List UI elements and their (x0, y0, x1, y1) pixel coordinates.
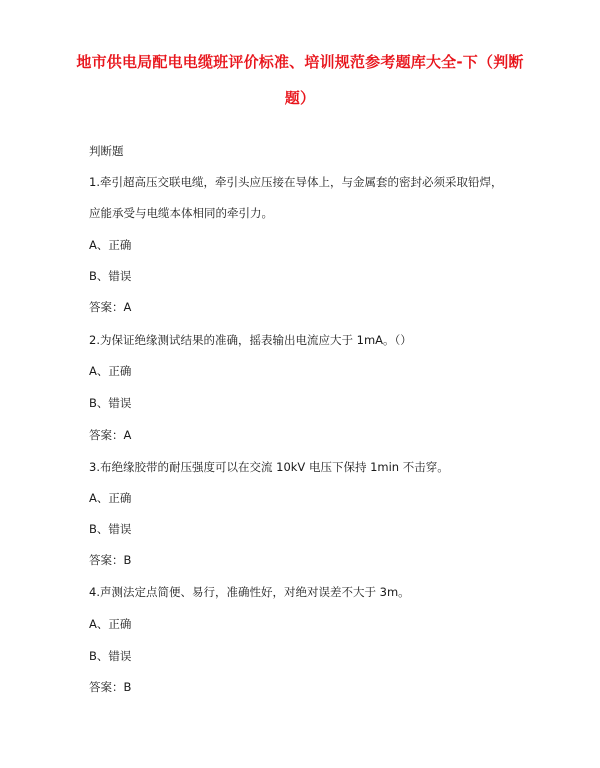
question-2-answer: 答案：A (89, 428, 132, 442)
section-heading: 判断题 (89, 144, 124, 158)
question-2-option-b: B、错误 (89, 396, 132, 410)
question-3-option-a: A、正确 (89, 491, 132, 505)
question-4-answer: 答案：B (89, 680, 132, 694)
question-4-option-a: A、正确 (89, 617, 132, 631)
page-title: 地市供电局配电电缆班评价标准、培训规范参考题库大全-下（判断题） (76, 53, 524, 107)
question-4-stem-line-1: 4.声测法定点简便、易行，准确性好，对绝对误差不大于 3m。 (89, 585, 410, 599)
question-1-option-a: A、正确 (89, 238, 132, 252)
question-3-stem-line-1: 3.布绝缘胶带的耐压强度可以在交流 10kV 电压下保持 1min 不击穿。 (89, 460, 449, 474)
question-3-answer: 答案：B (89, 553, 132, 567)
question-3-option-b: B、错误 (89, 522, 132, 536)
question-1-answer: 答案：A (89, 300, 132, 314)
question-4-option-b: B、错误 (89, 649, 132, 663)
question-1-stem-line-1: 1.牵引超高压交联电缆，牵引头应压接在导体上，与金属套的密封必须采取铅焊， (89, 175, 503, 189)
question-2-stem-line-1: 2.为保证绝缘测试结果的准确，摇表输出电流应大于 1mA。（） (89, 333, 412, 347)
question-1-option-b: B、错误 (89, 269, 132, 283)
question-1-stem-line-2: 应能承受与电缆本体相同的牵引力。 (89, 206, 273, 220)
question-2-option-a: A、正确 (89, 364, 132, 378)
